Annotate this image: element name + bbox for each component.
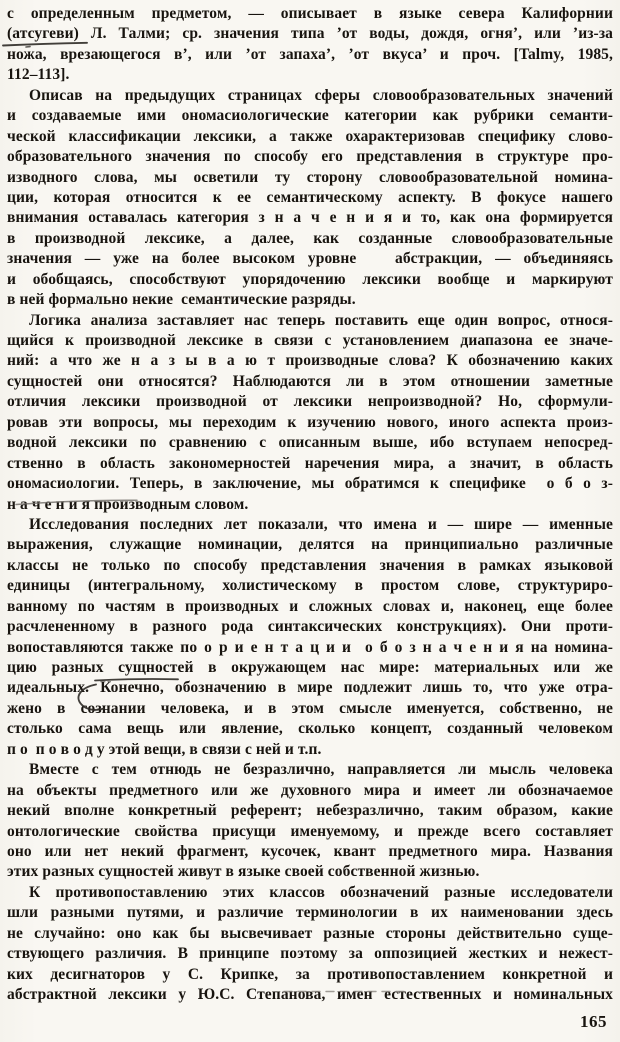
page-number: 165: [580, 1012, 607, 1031]
text-line: ванному по частям в производных и сложных словах и, наконец, еще более: [7, 597, 613, 615]
text-line: значения — уже на более высоком уровне абстракции, — объединяясь: [7, 250, 613, 268]
text-line: вопоставляются также по о р и е н т а ц и и о б о з н а ч е н и я на номина-: [7, 638, 613, 656]
text-line: ножа, врезающегося в’, или ’от запаха’, ’от вкуса’ и проч. [Talmy, 1985,: [7, 45, 613, 63]
text-line: образовательного значения по способу его представления в структуре про-: [7, 148, 613, 166]
text-line: шли разными путями, и различие терминологии в их наименовании здесь: [7, 904, 613, 922]
text-line: щийся к производной лексике в связи с установлением диапазона ее значе-: [7, 332, 613, 349]
text-line: столько сама вещь или явление, сколько концепт, созданный человеком: [7, 720, 613, 738]
text-line: ции, которая относится к ее семантическому аспекту. В фокусе нашего: [7, 188, 613, 206]
text-line: н а ч е н и я производным словом.: [7, 495, 249, 513]
text-line: некий вполне конкретный референт; небезразлично, таким образом, какие: [7, 802, 613, 820]
text-line: и обобщаясь, способствуют упорядочению лексики вообще и маркируют: [7, 270, 613, 288]
text-line: в производной лексике, а далее, как созданные словообразовательные: [7, 229, 613, 247]
text-line: К противопоставлению этих классов обозначений разные исследователи: [29, 883, 613, 901]
text-line: ствующего различия. В принципе поэтому за оппозицией жестких и нежест-: [7, 945, 613, 963]
text-line: и создаваемые ими ономасиологические категории как рубрики семанти-: [7, 107, 613, 125]
text-line: 112–113].: [7, 66, 70, 84]
text-line: Исследования последних лет показали, что имена и — шире — именные: [29, 515, 613, 533]
text-line: ких десигнаторов у С. Крипке, за противопоставлением конкретной и: [7, 965, 613, 983]
text-block: [7, 4, 613, 1005]
text-line: не случайно: оно как бы высвечивает разные стороны действительно суще-: [7, 924, 613, 942]
text-line: абстрактной лексики у Ю.С. Степанова, имен естественных и номинальных: [7, 986, 613, 1003]
text-line: цию разных сущностей в окружающем нас мире: материальных или же: [7, 659, 613, 676]
text-line: жено в сознании человека, и в этом смысле именуется, собственно, не: [7, 699, 613, 717]
text-line: отличия лексики производной от лексики непроизводной? Но, сформули-: [7, 393, 613, 411]
text-line: с определенным предметом, — описывает в языке севера Калифорнии: [7, 5, 613, 22]
text-line: ний: а что же н а з ы в а ю т производные слова? К обозначению каких: [7, 352, 613, 370]
text-line: (атсугеви) Л. Талми; ср. значения типа ’от воды, дождя, огня’, или ’из-за: [7, 25, 613, 43]
text-line: п о п о в о д у этой вещи, в связи с ней и т.п.: [7, 740, 322, 758]
text-line: Вместе с тем отнюдь не безразлично, направляется ли мысль человека: [29, 761, 613, 779]
text-line: изводного слова, мы осветили ту сторону словообразовательной номина-: [7, 168, 613, 186]
text-line: ственно в область закономерностей наречения мира, а значит, в область: [7, 454, 613, 472]
text-line: внимания оставалась категория з н а ч е н и я и то, как она формируется: [7, 209, 613, 227]
text-line: Логика анализа заставляет нас теперь поставить еще один вопрос, относя-: [29, 311, 613, 329]
text-line: в ней формально некие семантические разряды.: [7, 291, 356, 309]
text-line: ровав эти вопросы, мы переходим к изучению нового, иного аспекта произ-: [7, 413, 613, 431]
text-line: ческой классификации лексики, а также охарактеризовав специфику слово-: [7, 127, 613, 145]
text-line: идеальных. Конечно, обозначению в мире подлежит лишь то, что уже отра-: [7, 679, 613, 697]
text-line: на объекты предметного или же духовного мира и имеет ли обозначаемое: [7, 781, 613, 799]
text-line: оно или нет некий фрагмент, кусочек, квант предметного мира. Названия: [7, 842, 613, 860]
text-line: сущностей они относятся? Наблюдаются ли в этом отношении заметные: [7, 372, 613, 390]
text-line: единицы (интегральному, холистическому в простом слове, структуриро-: [7, 577, 613, 595]
text-line: расчлененному в разного рода синтаксических конструкциях). Они проти-: [7, 618, 613, 636]
text-line: классы не только по способу представления значения в рамках языковой: [7, 556, 613, 574]
text-line: онтологические свойства присущи именуемому, и прежде всего составляет: [7, 822, 613, 840]
text-line: Описав на предыдущих страницах сферы словообразовательных значений: [29, 86, 613, 104]
text-line: ономасиологии. Теперь, в заключение, мы обратимся к специфике о б о з-: [7, 475, 613, 493]
text-line: водной лексики по сравнению с описанным выше, ибо вступаем непосред-: [7, 434, 613, 452]
text-line: этих разных сущностей живут в языке своей собственной жизнью.: [7, 863, 480, 881]
text-line: выражения, служащие номинации, делятся на принципиально различные: [7, 536, 613, 554]
